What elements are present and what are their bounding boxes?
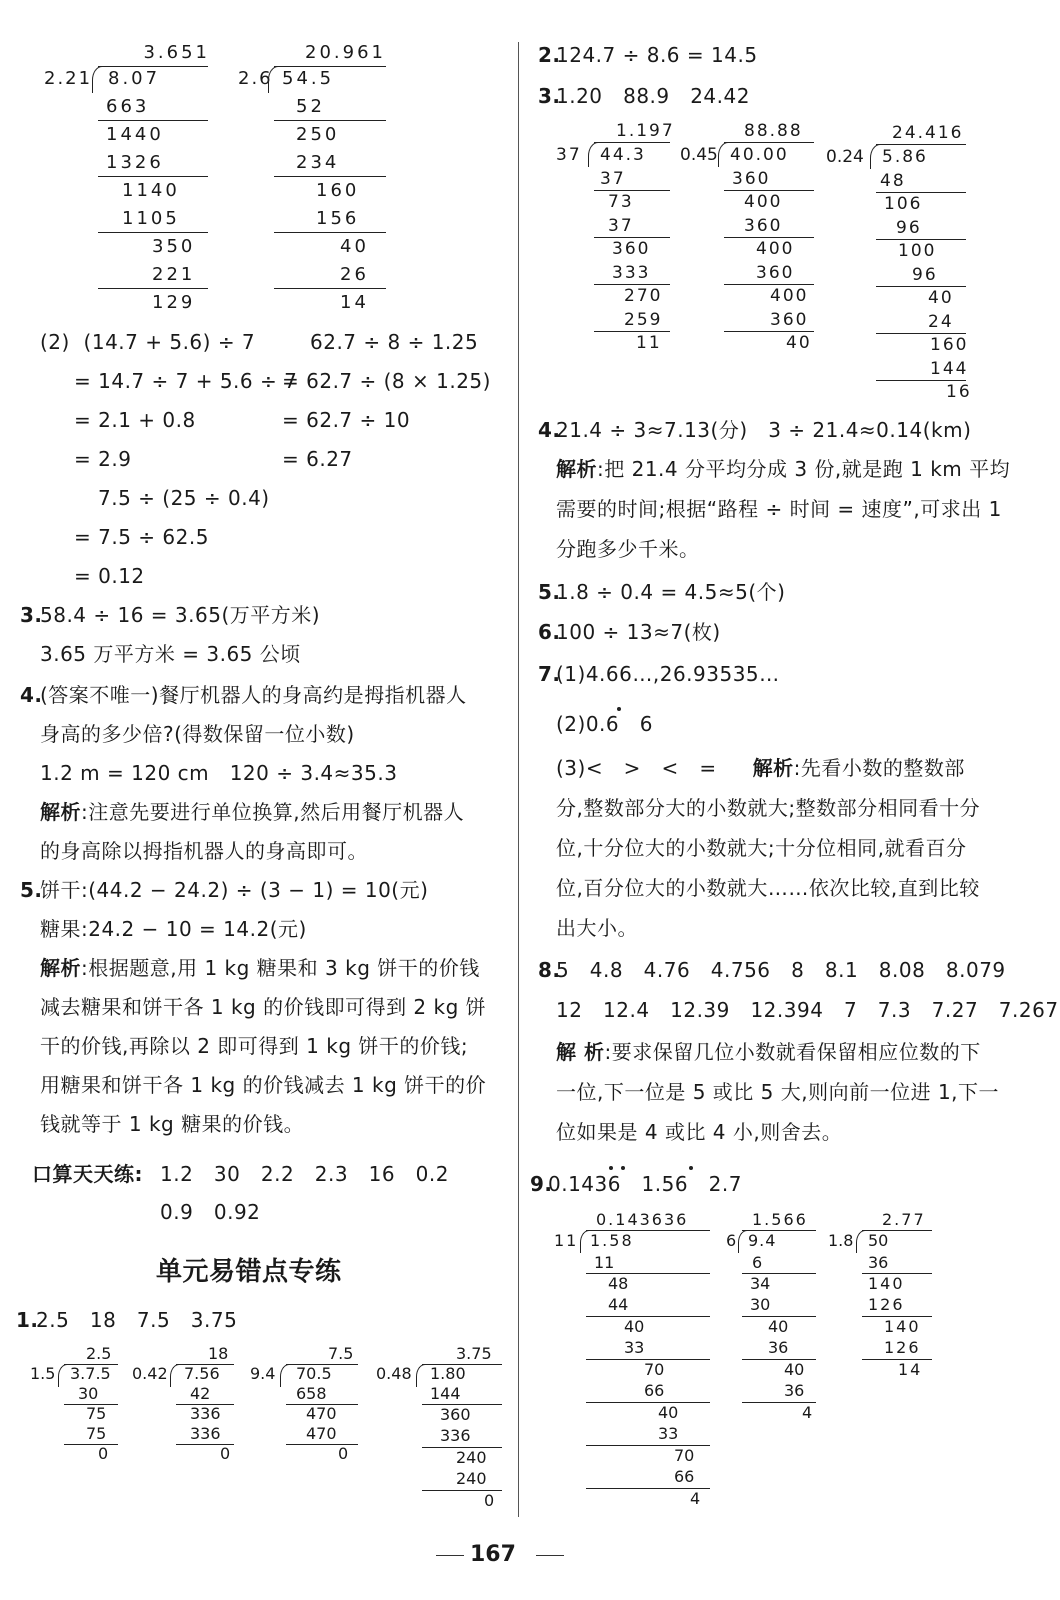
step: 40 <box>624 1317 645 1336</box>
step: 156 <box>316 208 360 229</box>
step: 0 <box>98 1444 109 1463</box>
step: 26 <box>340 264 369 285</box>
calc-line: = 2.1 + 0.8 <box>74 408 196 432</box>
calc-line: = 0.12 <box>74 564 145 588</box>
step: 24 <box>928 312 954 332</box>
repeating-dot <box>689 1166 693 1170</box>
step: 360 <box>756 263 795 283</box>
step: 360 <box>612 239 651 259</box>
analysis <box>556 457 1010 481</box>
calc-line: = 7.5 ÷ 62.5 <box>74 525 209 549</box>
divisor: 1.5 <box>30 1364 56 1383</box>
oral-practice-answers: 0.9 0.92 <box>160 1200 261 1224</box>
analysis-text: 钱就等于 1 kg 糖果的价钱。 <box>40 1112 305 1136</box>
step: 0 <box>338 1444 349 1463</box>
analysis-text: :要求保留几位小数就看保留相应位数的下 <box>604 1040 981 1064</box>
analysis-text: 分,整数部分大的小数就大;整数部分相同看十分 <box>556 796 981 820</box>
step: 360 <box>744 216 783 236</box>
step: 400 <box>770 286 809 306</box>
step: 11 <box>594 1253 615 1272</box>
page-number-dash <box>436 1555 464 1556</box>
step: 40 <box>784 1360 805 1379</box>
quotient: 3.651 <box>143 42 210 63</box>
divisor: 0.24 <box>826 147 864 167</box>
long-division <box>726 1210 822 1430</box>
step: 1105 <box>122 208 180 229</box>
step: 240 <box>456 1469 487 1488</box>
step: 333 <box>612 263 651 283</box>
step: 33 <box>658 1424 679 1443</box>
answer-line: 1.2 m = 120 cm 120 ÷ 3.4≈35.3 <box>40 761 398 785</box>
quotient: 88.88 <box>744 121 803 141</box>
step: 6 <box>752 1253 763 1272</box>
step: 75 <box>86 1404 107 1423</box>
answer-line: (2)0.6 6 <box>556 712 653 736</box>
analysis-text: 分跑多少千米。 <box>556 537 700 561</box>
answer-line: 1.8 ÷ 0.4 = 4.5≈5(个) <box>556 580 786 604</box>
oral-practice-label: 口算天天练: <box>32 1162 143 1186</box>
question-number: 3. <box>20 603 43 627</box>
repeating-dot <box>609 1166 613 1170</box>
long-division <box>250 1344 370 1474</box>
step: 30 <box>78 1384 99 1403</box>
question-number: 6. <box>538 620 561 644</box>
calc-line: = 62.7 ÷ (8 × 1.25) <box>282 369 491 393</box>
step: 34 <box>750 1274 771 1293</box>
page-number: 167 <box>470 1542 516 1567</box>
question-number: 4. <box>538 418 561 442</box>
analysis <box>40 956 480 980</box>
comparison-signs: (3)< > < = <box>556 756 717 780</box>
step: 36 <box>784 1381 805 1400</box>
divisor: 11 <box>554 1231 579 1250</box>
analysis-text: :注意先要进行单位换算,然后用餐厅机器人 <box>81 800 465 824</box>
analysis-label: 解析 <box>556 457 597 481</box>
analysis <box>556 756 965 780</box>
step: 66 <box>674 1467 695 1486</box>
dividend: 40.00 <box>730 145 789 165</box>
analysis-label: 解析 <box>40 800 81 824</box>
dividend: 9.4 <box>748 1231 777 1250</box>
quotient: 1.197 <box>616 121 675 141</box>
step: 336 <box>190 1424 221 1443</box>
step: 144 <box>930 359 969 379</box>
answer-line: (1)4.66…,26.93535… <box>556 662 780 686</box>
step: 96 <box>912 265 938 285</box>
step: 44 <box>608 1295 629 1314</box>
step: 4 <box>690 1489 701 1508</box>
step: 240 <box>456 1448 487 1467</box>
calc-line: 7.5 ÷ (25 ÷ 0.4) <box>98 486 270 510</box>
quotient: 24.416 <box>892 123 964 143</box>
divisor: 9.4 <box>250 1364 276 1383</box>
answer-line: 2.5 18 7.5 3.75 <box>36 1308 238 1332</box>
question-number: 1. <box>16 1308 39 1332</box>
calc-line: = 14.7 ÷ 7 + 5.6 ÷ 7 <box>74 369 298 393</box>
answer-line: 100 ÷ 13≈7(枚) <box>556 620 721 644</box>
repeating-dot <box>617 707 621 711</box>
step: 70 <box>644 1360 665 1379</box>
answer-line: (答案不唯一)餐厅机器人的身高约是拇指机器人 <box>40 683 467 707</box>
analysis-text: 位,十分位大的小数就大;十分位相同,就看百分 <box>556 836 967 860</box>
page-number-dash <box>536 1555 564 1556</box>
analysis-text: 一位,下一位是 5 或比 5 大,则向前一位进 1,下一 <box>556 1080 1000 1104</box>
step: 30 <box>750 1295 771 1314</box>
step: 126 <box>868 1295 905 1314</box>
calc-line: = 2.9 <box>74 447 132 471</box>
step: 160 <box>316 180 360 201</box>
answer-line: 糖果:24.2 − 10 = 14.2(元) <box>40 917 307 941</box>
step: 221 <box>152 264 196 285</box>
oral-practice-answers: 1.2 30 2.2 2.3 16 0.2 <box>160 1162 449 1186</box>
dividend: 50 <box>868 1231 889 1250</box>
step: 40 <box>340 236 369 257</box>
step: 40 <box>786 333 812 353</box>
long-division <box>826 120 976 406</box>
column-divider <box>518 42 519 1517</box>
analysis-text: :先看小数的整数部 <box>793 756 965 780</box>
answer-line: 身高的多少倍?(得数保留一位小数) <box>40 722 355 746</box>
step: 658 <box>296 1384 327 1403</box>
step: 470 <box>306 1404 337 1423</box>
analysis-text: 位,百分位大的小数就大……依次比较,直到比较 <box>556 876 980 900</box>
step: 73 <box>608 192 634 212</box>
divisor: 2.6 <box>238 68 273 89</box>
answer-line: 5 4.8 4.76 4.756 8 8.1 8.08 8.079 <box>556 958 1006 982</box>
quotient: 0.143636 <box>596 1210 689 1229</box>
step: 400 <box>756 239 795 259</box>
long-division <box>40 40 220 320</box>
analysis-text: 的身高除以拇指机器人的身高即可。 <box>40 839 368 863</box>
long-division <box>30 1344 126 1474</box>
dividend: 44.3 <box>600 145 646 165</box>
answer-line: 饼干:(44.2 − 24.2) ÷ (3 − 1) = 10(元) <box>40 878 429 902</box>
step: 250 <box>296 124 340 145</box>
answer-line: 21.4 ÷ 3≈7.13(分) 3 ÷ 21.4≈0.14(km) <box>556 418 972 442</box>
step: 66 <box>644 1381 665 1400</box>
step: 14 <box>898 1360 923 1379</box>
step: 350 <box>152 236 196 257</box>
step: 360 <box>440 1405 471 1424</box>
analysis-text: :把 21.4 分平均分成 3 份,就是跑 1 km 平均 <box>597 457 1011 481</box>
divisor: 0.45 <box>680 145 718 165</box>
quotient: 7.5 <box>328 1344 354 1363</box>
long-division <box>680 120 820 360</box>
analysis-text: 出大小。 <box>556 916 638 940</box>
calc-line: = 62.7 ÷ 10 <box>282 408 411 432</box>
step: 48 <box>880 171 906 191</box>
step: 336 <box>440 1426 471 1445</box>
step: 0 <box>220 1444 231 1463</box>
step: 470 <box>306 1424 337 1443</box>
dividend: 8.07 <box>108 68 161 89</box>
step: 1140 <box>122 180 180 201</box>
analysis-label: 解析 <box>752 756 794 780</box>
divisor: 37 <box>556 145 582 165</box>
step: 96 <box>896 218 922 238</box>
divisor: 6 <box>726 1231 737 1250</box>
dividend: 1.58 <box>590 1231 634 1250</box>
quotient: 18 <box>208 1344 229 1363</box>
long-division <box>556 120 676 360</box>
answer-line: 124.7 ÷ 8.6 = 14.5 <box>556 43 758 67</box>
step: 663 <box>106 96 150 117</box>
question-number: 9. <box>530 1172 553 1196</box>
dividend: 3.7.5 <box>70 1364 111 1383</box>
calc-line: (2) (14.7 + 5.6) ÷ 7 <box>40 330 256 354</box>
dividend: 70.5 <box>296 1364 332 1383</box>
divisor: 0.42 <box>132 1364 168 1383</box>
step: 0 <box>484 1491 495 1510</box>
step: 336 <box>190 1404 221 1423</box>
question-number: 5. <box>20 878 43 902</box>
step: 144 <box>430 1384 461 1403</box>
step: 40 <box>658 1403 679 1422</box>
step: 33 <box>624 1338 645 1357</box>
dividend: 7.56 <box>184 1364 220 1383</box>
dividend: 54.5 <box>282 68 335 89</box>
quotient: 2.77 <box>882 1210 926 1229</box>
long-division <box>132 1344 242 1474</box>
step: 36 <box>868 1253 889 1272</box>
long-division <box>376 1344 510 1514</box>
step: 1326 <box>106 152 164 173</box>
analysis-label: 解析 <box>40 956 81 980</box>
step: 360 <box>770 310 809 330</box>
quotient: 1.566 <box>752 1210 808 1229</box>
section-title: 单元易错点专练 <box>156 1257 342 1287</box>
analysis <box>40 800 464 824</box>
question-number: 4. <box>20 683 43 707</box>
step: 270 <box>624 286 663 306</box>
calc-line: 62.7 ÷ 8 ÷ 1.25 <box>310 330 479 354</box>
step: 160 <box>930 335 969 355</box>
divisor: 0.48 <box>376 1364 412 1383</box>
dividend: 1.80 <box>430 1364 466 1383</box>
analysis-text: 需要的时间;根据“路程 ÷ 时间 = 速度”,可求出 1 <box>556 497 1002 521</box>
long-division <box>828 1210 938 1390</box>
quotient: 3.75 <box>456 1344 492 1363</box>
step: 16 <box>946 382 972 402</box>
analysis <box>556 1040 981 1064</box>
calc-line: = 6.27 <box>282 447 353 471</box>
answer-line: 1.20 88.9 24.42 <box>556 84 750 108</box>
answer-line: 0.1436 1.56 2.7 <box>548 1172 742 1196</box>
repeating-dot <box>621 1166 625 1170</box>
question-number: 8. <box>538 958 561 982</box>
step: 40 <box>928 288 954 308</box>
step: 40 <box>768 1317 789 1336</box>
step: 106 <box>884 194 923 214</box>
analysis-text: 减去糖果和饼干各 1 kg 的价钱即可得到 2 kg 饼 <box>40 995 487 1019</box>
analysis-label: 解 析 <box>556 1040 605 1064</box>
step: 234 <box>296 152 340 173</box>
dividend: 5.86 <box>882 147 928 167</box>
step: 11 <box>636 333 662 353</box>
step: 400 <box>744 192 783 212</box>
step: 129 <box>152 292 196 313</box>
step: 1440 <box>106 124 164 145</box>
analysis-text: 干的价钱,再除以 2 即可得到 1 kg 饼干的价钱; <box>40 1034 469 1058</box>
step: 140 <box>868 1274 905 1293</box>
step: 14 <box>340 292 369 313</box>
answer-line: 58.4 ÷ 16 = 3.65(万平方米) <box>40 603 321 627</box>
step: 100 <box>898 241 937 261</box>
step: 37 <box>608 216 634 236</box>
quotient: 20.961 <box>305 42 386 63</box>
divisor: 2.21 <box>44 68 93 89</box>
step: 360 <box>732 169 771 189</box>
question-number: 5. <box>538 580 561 604</box>
step: 75 <box>86 1424 107 1443</box>
divisor: 1.8 <box>828 1231 854 1250</box>
step: 52 <box>296 96 325 117</box>
answer-line: 12 12.4 12.39 12.394 7 7.3 7.27 7.267 <box>556 998 1059 1022</box>
step: 36 <box>768 1338 789 1357</box>
long-division <box>236 40 396 320</box>
analysis-text: :根据题意,用 1 kg 糖果和 3 kg 饼干的价钱 <box>81 956 480 980</box>
step: 126 <box>884 1338 921 1357</box>
step: 4 <box>802 1403 813 1422</box>
long-division <box>554 1210 714 1510</box>
question-number: 3. <box>538 84 561 108</box>
step: 48 <box>608 1274 629 1293</box>
step: 70 <box>674 1446 695 1465</box>
step: 37 <box>600 169 626 189</box>
step: 259 <box>624 310 663 330</box>
step: 140 <box>884 1317 921 1336</box>
step: 42 <box>190 1384 211 1403</box>
question-number: 2. <box>538 43 561 67</box>
quotient: 2.5 <box>86 1344 112 1363</box>
answer-line: 3.65 万平方米 = 3.65 公顷 <box>40 642 301 666</box>
analysis-text: 位如果是 4 或比 4 小,则舍去。 <box>556 1120 843 1144</box>
analysis-text: 用糖果和饼干各 1 kg 的价钱减去 1 kg 饼干的价 <box>40 1073 487 1097</box>
question-number: 7. <box>538 662 561 686</box>
